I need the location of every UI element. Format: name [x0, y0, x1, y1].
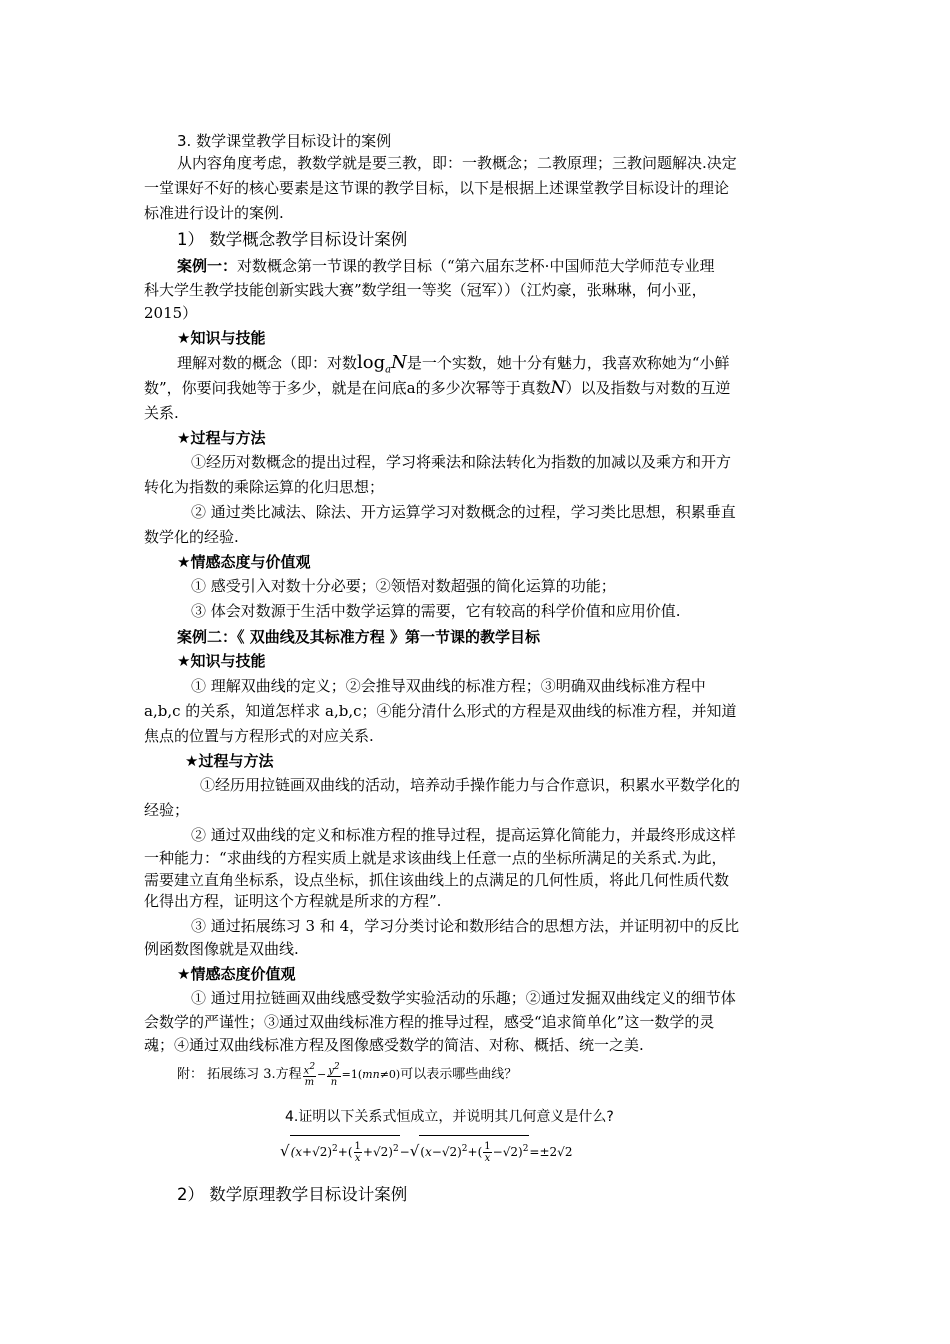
section-3-heading: 3. 数学课堂教学目标设计的案例: [177, 132, 392, 150]
case1-line-2: 科大学生教学技能创新实践大赛”数学组一等奖（冠军））（江灼豪，张琳琳，何小亚，: [144, 281, 707, 299]
log-symbol: $\log_aN$: [357, 352, 407, 376]
case1-line-3: 2015）: [144, 304, 198, 322]
intro-line-1: 从内容角度考虑，教数学就是要三教，即：一教概念；二教原理；三教问题解决.决定: [177, 154, 737, 172]
appendix-suffix: 可以表示哪些曲线？: [400, 1067, 518, 1083]
case1-line-1: [177, 256, 714, 276]
appendix-prefix: 附： 拓展练习 3.方程: [177, 1067, 302, 1083]
case1-knowledge-line-1: [177, 353, 730, 381]
case2-process-line-6: 化得出方程，证明这个方程就是所求的方程”.: [144, 892, 442, 910]
subsection-1-heading: 1） 数学概念教学目标设计案例: [177, 230, 408, 249]
case1-emotion-line-1: ① 感受引入对数十分必要；②领悟对数超强的简化运算的功能；: [191, 577, 616, 595]
intro-line-2: 一堂课好不好的核心要素是这节课的教学目标，以下是根据上述课堂教学目标设计的理论: [144, 179, 730, 197]
case1-title: 对数概念第一节课的教学目标（“第六届东芝杯·中国师范大学师范专业理: [237, 257, 715, 275]
case2-process-heading: ★过程与方法: [185, 752, 274, 770]
case2-knowledge-line-3: 焦点的位置与方程形式的对应关系.: [144, 727, 374, 745]
case1-process-line-4: 数学化的经验.: [144, 528, 239, 546]
case2-process-line-7: ③ 通过拓展练习 3 和 4，学习分类讨论和数形结合的思想方法，并证明初中的反比: [191, 917, 740, 935]
case2-emotion-line-1: ① 通过用拉链画双曲线感受数学实验活动的乐趣；②通过发掘双曲线定义的细节体: [191, 989, 736, 1007]
case1-knowledge-line-3: 关系.: [144, 404, 179, 422]
case1-process-line-1: ①经历对数概念的提出过程，学习将乘法和除法转化为指数的加减以及乘方和开方: [191, 453, 732, 471]
case2-knowledge-heading: ★知识与技能: [177, 652, 266, 670]
case2-heading: 案例二：《 双曲线及其标准方程 》第一节课的教学目标: [177, 628, 540, 646]
case1-emotion-heading: ★情感态度与价值观: [177, 553, 311, 571]
knowledge-text-a: 理解对数的概念（即：对数: [177, 354, 358, 372]
exercise-4-title: 4.证明以下关系式恒成立，并说明其几何意义是什么?: [285, 1109, 614, 1125]
case2-process-line-8: 例函数图像就是双曲线.: [144, 940, 299, 958]
case2-process-line-3: ② 通过双曲线的定义和标准方程的推导过程，提高运算化简能力，并最终形成这样: [191, 826, 736, 844]
case1-knowledge-heading: ★知识与技能: [177, 329, 266, 347]
intro-line-3: 标准进行设计的案例.: [144, 204, 284, 222]
case2-emotion-line-3: 魂；④通过双曲线标准方程及图像感受数学的简洁、对称、概括、统一之美.: [144, 1036, 644, 1054]
case2-process-line-1: ①经历用拉链画双曲线的活动，培养动手操作能力与合作意识，积累水平数学化的: [200, 776, 741, 794]
exercise-4-identity: $√(x+√2)^2+$( $\frac{1}{x}$ $+√2)^2-√(x-√2)^2+$( $\frac{1}{x}$ −√2)$^2$=±2√2: [280, 1135, 572, 1165]
identity-rhs: =±2√2: [529, 1145, 573, 1159]
case2-emotion-line-2: 会数学的严谨性；③通过双曲线标准方程的推导过程，感受“追求简单化”这一数学的灵: [144, 1013, 715, 1031]
case2-process-line-2: 经验；: [144, 801, 190, 819]
case1-process-line-3: ② 通过类比减法、除法、开方运算学习对数概念的过程，学习类比思想，积累垂直: [191, 503, 736, 521]
case1-emotion-line-2: ③ 体会对数源于生活中数学运算的需要，它有较高的科学价值和应用价值.: [191, 602, 681, 620]
subsection-2-heading: 2） 数学原理教学目标设计案例: [177, 1185, 408, 1204]
case2-knowledge-line-2: a,b,c 的关系，知道怎样求 a,b,c；④能分清什么形式的方程是双曲线的标准方程，并知道: [144, 702, 737, 720]
case1-process-line-2: 转化为指数的乘除运算的化归思想；: [144, 478, 385, 496]
case1-knowledge-line-2: 数”，你要问我她等于多少，就是在问底a的多少次幂等于真数N）以及指数与对数的互逆: [144, 378, 731, 398]
case2-emotion-heading: ★情感态度价值观: [177, 965, 296, 983]
knowledge-text-b: 是一个实数，她十分有魅力，我喜欢称她为“小鲜: [406, 354, 730, 372]
appendix-exercise-3: [177, 1062, 517, 1088]
case2-process-line-5: 需要建立直角坐标系，设点坐标，抓住该曲线上的点满足的几何性质，将此几何性质代数: [144, 871, 730, 889]
hyperbola-equation: $\frac{x^2}{m}$ − $\frac{y^2}{n}$ =1(mn≠0): [303, 1062, 401, 1089]
case1-label: 案例一：: [177, 257, 238, 275]
case1-process-heading: ★过程与方法: [177, 429, 266, 447]
case2-knowledge-line-1: ① 理解双曲线的定义；②会推导双曲线的标准方程；③明确双曲线标准方程中: [191, 677, 706, 695]
case2-process-line-4: 一种能力：“求曲线的方程实质上就是求该曲线上任意一点的坐标所满足的关系式.为此，: [144, 849, 727, 867]
